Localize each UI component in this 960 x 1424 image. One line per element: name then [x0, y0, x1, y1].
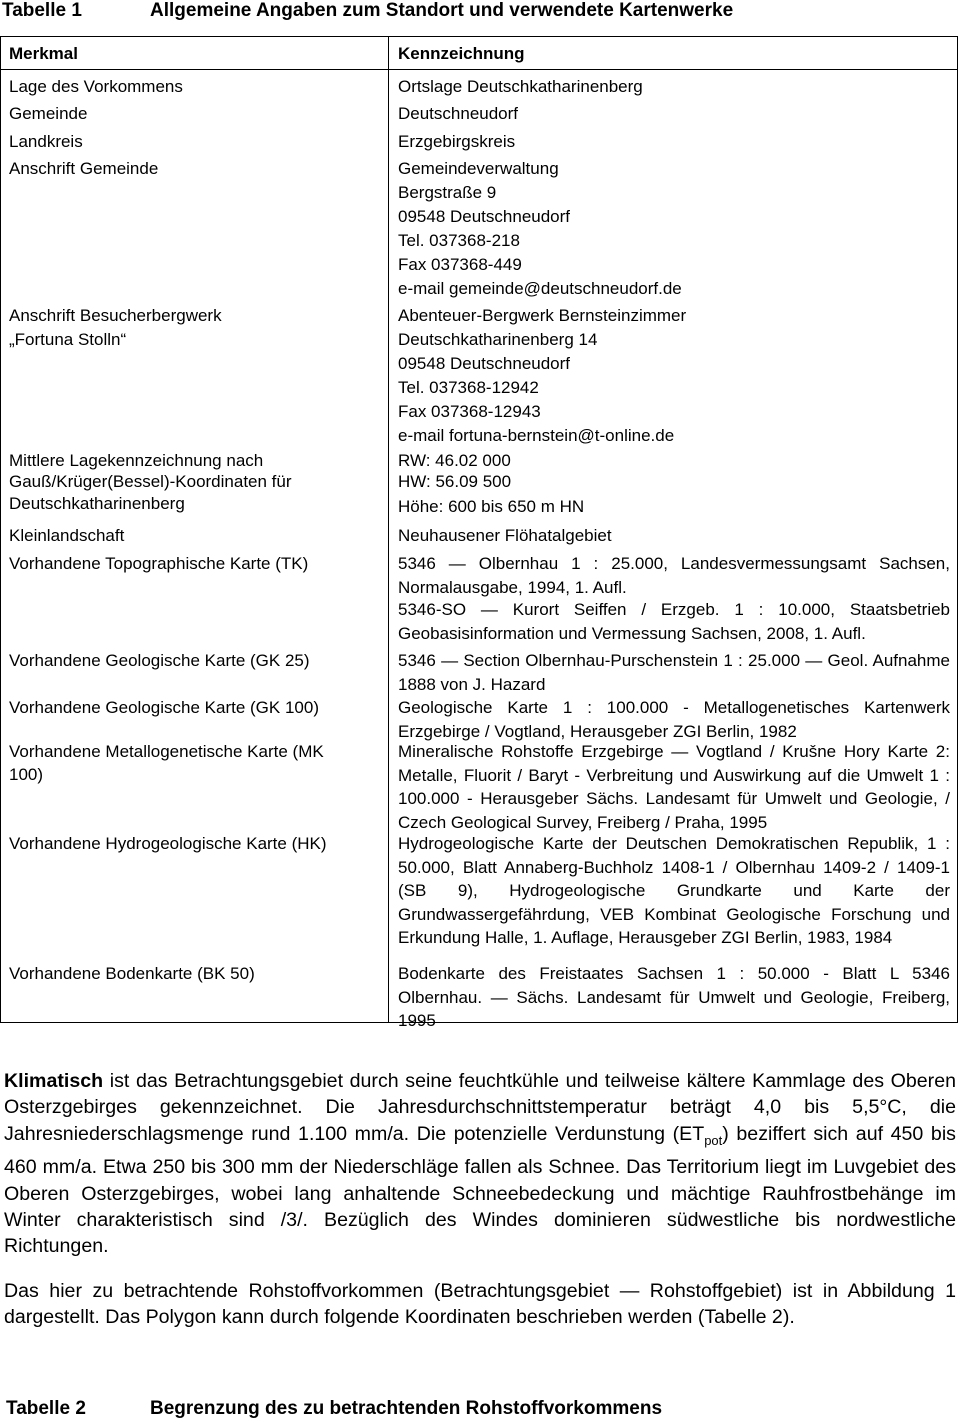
climate-text-a: ist das Betrachtungsgebiet durch seine feuchtkühle und teilweise kältere Kammlage des Oberen Osterzgebirges gekennzeichnet. Die Jahresdurchschnittstemperatur beträgt 4,0 bis 5,5°C, die Jahresniederschlagsmenge rund 1.100 mm/a. Die potenzielle Verdunstung (ET [4, 1070, 956, 1145]
row5-label-line2: „Fortuna Stolln“ [9, 330, 127, 349]
row4-value-line6: e-mail gemeinde@deutschneudorf.de [398, 279, 682, 298]
row4-value-line2: Bergstraße 9 [398, 183, 497, 202]
row9-value: 5346 — Section Olbernhau-Purschenstein 1 : 25.000 — Geol. Aufnahme 1888 von J. Hazard [398, 651, 950, 694]
row4-label: Anschrift Gemeinde [9, 159, 159, 178]
row5-value-line5: Fax 037368-12943 [398, 402, 541, 421]
row13-value: Bodenkarte des Freistaates Sachsen 1 : 50.000 - Blatt L 5346 Olbernhau. — Sächs. Landesamt für Umwelt und Geologie, Freiberg, 1995 [398, 964, 950, 1031]
row7-value: Neuhausener Flöhatalgebiet [398, 526, 612, 545]
climate-subscript: pot [704, 1132, 723, 1148]
row3-label: Landkreis [9, 132, 83, 151]
row2-value: Deutschneudorf [398, 104, 519, 123]
row11-label-line2: 100) [9, 765, 44, 784]
row5-value-line6: e-mail fortuna-bernstein@t-online.de [398, 426, 675, 445]
row1-value: Ortslage Deutschkatharinenberg [398, 77, 643, 96]
row12-label: Vorhandene Hydrogeologische Karte (HK) [9, 834, 327, 853]
table2-label: Tabelle 2 [6, 1398, 86, 1419]
row13-label: Vorhandene Bodenkarte (BK 50) [9, 964, 255, 983]
row6-label-line3: Deutschkatharinenberg [9, 494, 185, 513]
row8-value-part2: 5346-SO — Kurort Seiffen / Erzgeb. 1 : 10.000, Staatsbetrieb Geobasisinformation und Vermessung Sachsen, 2008, 1. Aufl. [398, 600, 950, 643]
row8-label: Vorhandene Topographische Karte (TK) [9, 554, 309, 573]
row7-label: Kleinlandschaft [9, 526, 125, 545]
row5-value-line3: 09548 Deutschneudorf [398, 354, 571, 373]
row4-value-line5: Fax 037368-449 [398, 255, 522, 274]
row6-label-line1: Mittlere Lagekennzeichnung nach [9, 451, 264, 470]
table1-label: Tabelle 1 [2, 0, 82, 21]
deposit-paragraph: Das hier zu betrachtende Rohstoffvorkommen (Betrachtungsgebiet — Rohstoffgebiet) ist in Abbildung 1 dargestellt. Das Polygon kann durch folgende Koordinaten beschrieben werden (Tabelle 2). [4, 1280, 956, 1329]
row6-value-line1: RW: 46.02 000 [398, 451, 511, 470]
table1 [0, 36, 958, 1031]
row2-label: Gemeinde [9, 104, 88, 123]
table2-title: Begrenzung des zu betrachtenden Rohstoffvorkommens [150, 1398, 663, 1419]
header-divider [1, 69, 957, 70]
row1-label: Lage des Vorkommens [9, 77, 183, 96]
row8-value-part1: 5346 — Olbernhau 1 : 25.000, Landesvermessungsamt Sachsen, Normalausgabe, 1994, 1. Aufl. [398, 554, 950, 597]
row6-label-line2: Gauß/Krüger(Bessel)-Koordinaten für [9, 472, 292, 491]
climate-text-b: ) beziffert sich auf 450 bis 460 mm/a. Etwa 250 bis 300 mm der Niederschläge fallen als Schnee. Das Territorium liegt im Luvgebiet des Oberen Osterzgebirges, wobei lang anhaltende Schneebedeckung und mächtige Rauhfrostbehänge im Winter charakteristisch sind /3/. Bezüglich des Windes dominieren südwestliche bis nordwestliche Richtungen. [4, 1122, 956, 1258]
row11-label-line1: Vorhandene Metallogenetische Karte (MK [9, 742, 324, 761]
row3-value: Erzgebirgskreis [398, 132, 516, 151]
row10-label: Vorhandene Geologische Karte (GK 100) [9, 698, 319, 717]
row5-label-line1: Anschrift Besucherbergwerk [9, 306, 222, 325]
row4-value-line4: Tel. 037368-218 [398, 231, 520, 250]
row11-value: Mineralische Rohstoffe Erzgebirge — Vogtland / Krušne Hory Karte 2: Metalle, Fluorit / Baryt - Verbreitung und Auswirkung auf die Umwelt 1 : 100.000 - Herausgeber Sächs. Landesamt für Umwelt und Geologie, / Czech Geological Survey, Freiberg / Praha, 1995 [398, 742, 950, 832]
row6-value-line2: HW: 56.09 500 [398, 472, 512, 491]
header-merkmal: Merkmal [9, 44, 78, 63]
row4-value-line3: 09548 Deutschneudorf [398, 207, 571, 226]
header-kennzeichnung: Kennzeichnung [398, 44, 525, 63]
climate-paragraph [4, 1068, 956, 1260]
row6-value-line3: Höhe: 600 bis 650 m HN [398, 497, 585, 516]
column-divider [388, 37, 389, 1022]
row12-value: Hydrogeologische Karte der Deutschen Demokratischen Republik, 1 : 50.000, Blatt Annaberg-Buchholz 1408-1 / Olbernhau 1409-2 / 1409-1 (SB 9), Hydrogeologische Grundkarte und Karte der Grundwassergefährdung, VEB Kombinat Geologische Forschung und Erkundung Halle, 1. Auflage, Herausgeber ZGI Berlin, 1983, 1984 [398, 834, 950, 948]
row10-value: Geologische Karte 1 : 100.000 - Metallogenetisches Kartenwerk Erzgebirge / Vogtland, Herausgeber ZGI Berlin, 1982 [398, 698, 950, 741]
row5-value-line2: Deutschkatharinenberg 14 [398, 330, 598, 349]
table1-title: Allgemeine Angaben zum Standort und verwendete Kartenwerke [150, 0, 734, 21]
row4-value-line1: Gemeindeverwaltung [398, 159, 559, 178]
row5-value-line4: Tel. 037368-12942 [398, 378, 539, 397]
climate-lead-word: Klimatisch [4, 1070, 104, 1092]
row9-label: Vorhandene Geologische Karte (GK 25) [9, 651, 310, 670]
row5-value-line1: Abenteuer-Bergwerk Bernsteinzimmer [398, 306, 687, 325]
